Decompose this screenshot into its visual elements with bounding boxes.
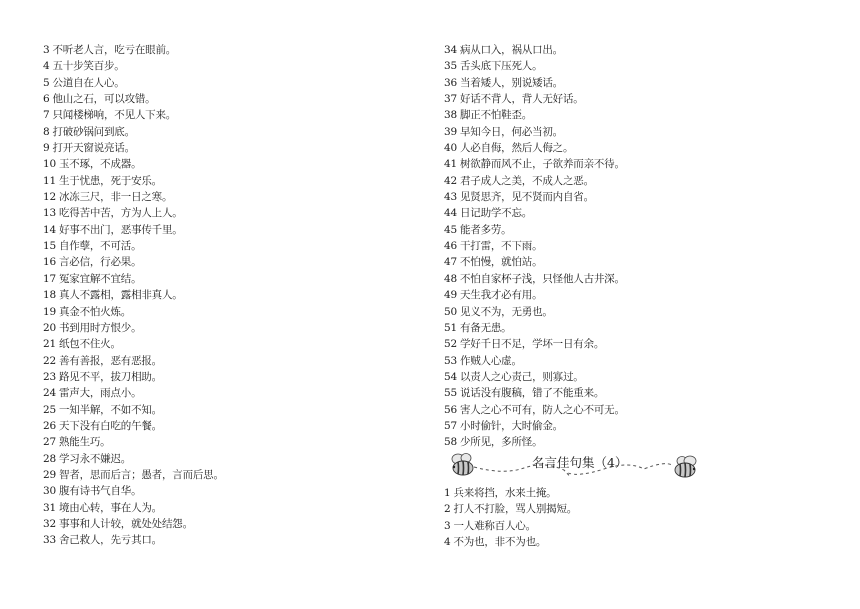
section-header	[444, 451, 704, 483]
item-text: 雷声大，雨点小。	[58, 387, 142, 400]
list-item	[43, 287, 403, 303]
list-item	[444, 238, 824, 254]
item-text: 以责人之心责己，则寡过。	[459, 370, 584, 383]
list-item	[444, 140, 824, 156]
item-text: 君子成人之美，不成人之恶。	[459, 174, 594, 187]
list-item	[444, 501, 824, 517]
item-text: 打破砂锅问到底。	[52, 125, 135, 138]
right-column	[444, 42, 824, 451]
list-item	[43, 320, 403, 336]
item-number: 1	[444, 487, 451, 499]
item-number: 49	[444, 289, 457, 302]
list-item	[444, 124, 824, 140]
item-number: 39	[444, 125, 457, 138]
item-text: 玉不琢，不成器。	[58, 158, 142, 171]
item-number: 30	[43, 485, 56, 498]
item-number: 17	[43, 272, 56, 285]
list-item	[43, 369, 403, 385]
item-text: 不怕慢，就怕站。	[459, 256, 543, 269]
item-text: 腹有诗书气自华。	[58, 485, 142, 498]
item-text: 学习永不嫌迟。	[58, 452, 132, 465]
item-number: 48	[444, 272, 457, 285]
item-text: 能者多劳。	[459, 223, 512, 236]
list-item	[43, 516, 403, 532]
list-item	[43, 173, 403, 189]
item-number: 35	[444, 60, 457, 73]
list-item	[444, 287, 824, 303]
list-item	[444, 402, 824, 418]
item-number: 13	[43, 207, 56, 220]
list-item	[43, 254, 403, 270]
item-number: 27	[43, 436, 56, 449]
item-text: 熟能生巧。	[58, 436, 111, 449]
item-text: 生于忧患，死于安乐。	[58, 174, 162, 187]
item-text: 只闻楼梯响，不见人下来。	[52, 109, 177, 122]
list-item	[444, 107, 824, 123]
item-text: 学好千日不足，学坏一日有余。	[459, 338, 605, 351]
item-number: 23	[43, 370, 56, 383]
item-text: 他山之石，可以攻错。	[52, 93, 156, 106]
item-number: 4	[43, 60, 50, 73]
list-item	[43, 336, 403, 352]
section-title: 名言佳句集（4）	[532, 455, 628, 470]
item-number: 36	[444, 76, 457, 89]
list-item	[43, 238, 403, 254]
item-number: 7	[43, 109, 50, 122]
item-text: 公道自在人心。	[52, 76, 125, 89]
item-number: 5	[43, 76, 50, 89]
item-number: 50	[444, 305, 457, 318]
item-number: 18	[43, 289, 56, 302]
item-number: 56	[444, 403, 457, 416]
item-number: 19	[43, 305, 56, 318]
item-number: 24	[43, 387, 56, 400]
list-item	[444, 418, 824, 434]
item-text: 智者，思而后言；愚者，言而后思。	[58, 468, 224, 481]
list-item	[43, 271, 403, 287]
list-item	[43, 467, 403, 483]
list-item	[43, 91, 403, 107]
item-number: 45	[444, 223, 457, 236]
list-item	[444, 156, 824, 172]
item-number: 6	[43, 93, 50, 106]
item-number: 40	[444, 142, 457, 155]
item-number: 31	[43, 501, 56, 514]
item-text: 人必自侮，然后人侮之。	[459, 142, 574, 155]
list-item	[444, 320, 824, 336]
list-item	[444, 434, 824, 450]
list-item	[444, 42, 824, 58]
item-text: 兵来将挡，水来土掩。	[453, 487, 557, 499]
item-number: 22	[43, 354, 56, 367]
list-item	[444, 173, 824, 189]
list-item	[444, 518, 824, 534]
list-item	[444, 534, 824, 550]
item-text: 吃得苦中苦，方为人上人。	[58, 207, 183, 220]
item-text: 见义不为，无勇也。	[459, 305, 553, 318]
item-text: 天下没有白吃的午餐。	[58, 419, 162, 432]
item-number: 44	[444, 207, 457, 220]
list-item	[444, 353, 824, 369]
item-number: 20	[43, 321, 56, 334]
item-number: 55	[444, 387, 457, 400]
item-number: 42	[444, 174, 457, 187]
list-item	[43, 353, 403, 369]
list-item	[444, 485, 824, 501]
item-text: 说话没有腹稿，错了不能重来。	[459, 387, 605, 400]
list-item	[43, 42, 403, 58]
list-item	[444, 205, 824, 221]
item-text: 有备无患。	[459, 321, 512, 334]
list-item	[43, 304, 403, 320]
item-text: 不为也，非不为也。	[453, 536, 547, 549]
item-text: 冰冻三尺，非一日之寒。	[58, 191, 173, 204]
item-text: 害人之心不可有，防人之心不可无。	[459, 403, 625, 416]
item-text: 脚正不怕鞋歪。	[459, 109, 533, 122]
list-item	[444, 369, 824, 385]
list-item	[444, 91, 824, 107]
item-text: 日记助学不忘。	[459, 207, 533, 220]
item-number: 2	[444, 503, 451, 516]
list-item	[444, 385, 824, 401]
list-item	[43, 385, 403, 401]
item-text: 境由心转，事在人为。	[58, 501, 162, 514]
list-item	[43, 58, 403, 74]
item-number: 21	[43, 338, 56, 351]
section-list	[444, 485, 824, 550]
list-item	[43, 107, 403, 123]
item-number: 25	[43, 403, 56, 416]
item-number: 4	[444, 536, 451, 549]
list-item	[43, 402, 403, 418]
list-item	[444, 222, 824, 238]
item-number: 3	[444, 519, 451, 532]
item-text: 好话不背人，背人无好话。	[459, 93, 584, 106]
item-text: 打人不打脸，骂人别揭短。	[453, 503, 578, 516]
item-text: 一知半解，不如不知。	[58, 403, 162, 416]
item-text: 早知今日，何必当初。	[459, 125, 563, 138]
item-text: 不怕自家杯子浅，只怪他人古井深。	[459, 272, 625, 285]
list-item	[43, 500, 403, 516]
item-number: 9	[43, 142, 50, 155]
list-item	[444, 304, 824, 320]
list-item	[444, 75, 824, 91]
list-item	[444, 189, 824, 205]
list-item	[43, 75, 403, 91]
item-text: 天生我才必有用。	[459, 289, 543, 302]
item-text: 善有善报，恶有恶报。	[58, 354, 162, 367]
item-text: 干打雷，不下雨。	[459, 240, 543, 253]
item-number: 34	[444, 44, 457, 56]
item-text: 真人不露相，露相非真人。	[58, 289, 183, 302]
item-number: 15	[43, 240, 56, 253]
item-text: 好事不出门，恶事传千里。	[58, 223, 183, 236]
list-item	[43, 189, 403, 205]
item-number: 37	[444, 93, 457, 106]
item-number: 46	[444, 240, 457, 253]
item-number: 47	[444, 256, 457, 269]
item-number: 8	[43, 125, 50, 138]
item-text: 舍己救人，先亏其口。	[58, 534, 162, 547]
item-text: 路见不平，拔刀相助。	[58, 370, 162, 383]
item-text: 纸包不住火。	[58, 338, 121, 351]
item-text: 自作孽，不可活。	[58, 240, 142, 253]
item-text: 作贼人心虚。	[459, 354, 522, 367]
list-item	[43, 532, 403, 548]
item-number: 53	[444, 354, 457, 367]
list-item	[444, 58, 824, 74]
list-item	[444, 336, 824, 352]
item-number: 3	[43, 44, 50, 56]
item-text: 书到用时方恨少。	[58, 321, 142, 334]
list-item	[43, 418, 403, 434]
item-text: 冤家宜解不宜结。	[58, 272, 142, 285]
item-number: 43	[444, 191, 457, 204]
list-item	[43, 205, 403, 221]
item-number: 57	[444, 419, 457, 432]
item-text: 病从口入，祸从口出。	[459, 44, 563, 56]
item-number: 52	[444, 338, 457, 351]
item-number: 29	[43, 468, 56, 481]
list-item	[43, 140, 403, 156]
item-text: 舌头底下压死人。	[459, 60, 543, 73]
list-item	[43, 124, 403, 140]
item-text: 小时偷针，大时偷金。	[459, 419, 563, 432]
item-number: 51	[444, 321, 457, 334]
bee-icon	[448, 453, 478, 483]
item-number: 28	[43, 452, 56, 465]
item-text: 不听老人言，吃亏在眼前。	[52, 44, 177, 56]
item-number: 16	[43, 256, 56, 269]
list-item	[43, 483, 403, 499]
list-item	[43, 451, 403, 467]
item-number: 11	[43, 174, 56, 187]
item-number: 33	[43, 534, 56, 547]
item-text: 当着矮人，别说矮话。	[459, 76, 563, 89]
list-item	[444, 254, 824, 270]
list-item	[43, 222, 403, 238]
item-text: 言必信，行必果。	[58, 256, 142, 269]
item-number: 41	[444, 158, 457, 171]
item-number: 26	[43, 419, 56, 432]
item-number: 58	[444, 436, 457, 449]
item-text: 真金不怕火炼。	[58, 305, 132, 318]
item-number: 38	[444, 109, 457, 122]
bee-icon	[670, 455, 700, 485]
item-text: 五十步笑百步。	[52, 60, 125, 73]
item-number: 32	[43, 517, 56, 530]
item-text: 见贤思齐，见不贤而内自省。	[459, 191, 594, 204]
item-text: 事事和人计较，就处处结怨。	[58, 517, 193, 530]
list-item	[43, 156, 403, 172]
item-number: 14	[43, 223, 56, 236]
left-column	[43, 42, 403, 549]
item-text: 打开天窗说亮话。	[52, 142, 135, 155]
item-number: 54	[444, 370, 457, 383]
list-item	[43, 434, 403, 450]
item-text: 少所见，多所怪。	[459, 436, 543, 449]
list-item	[444, 271, 824, 287]
item-text: 树欲静而风不止，子欲养而亲不待。	[459, 158, 625, 171]
item-text: 一人难称百人心。	[453, 519, 536, 532]
item-number: 12	[43, 191, 56, 204]
item-number: 10	[43, 158, 56, 171]
